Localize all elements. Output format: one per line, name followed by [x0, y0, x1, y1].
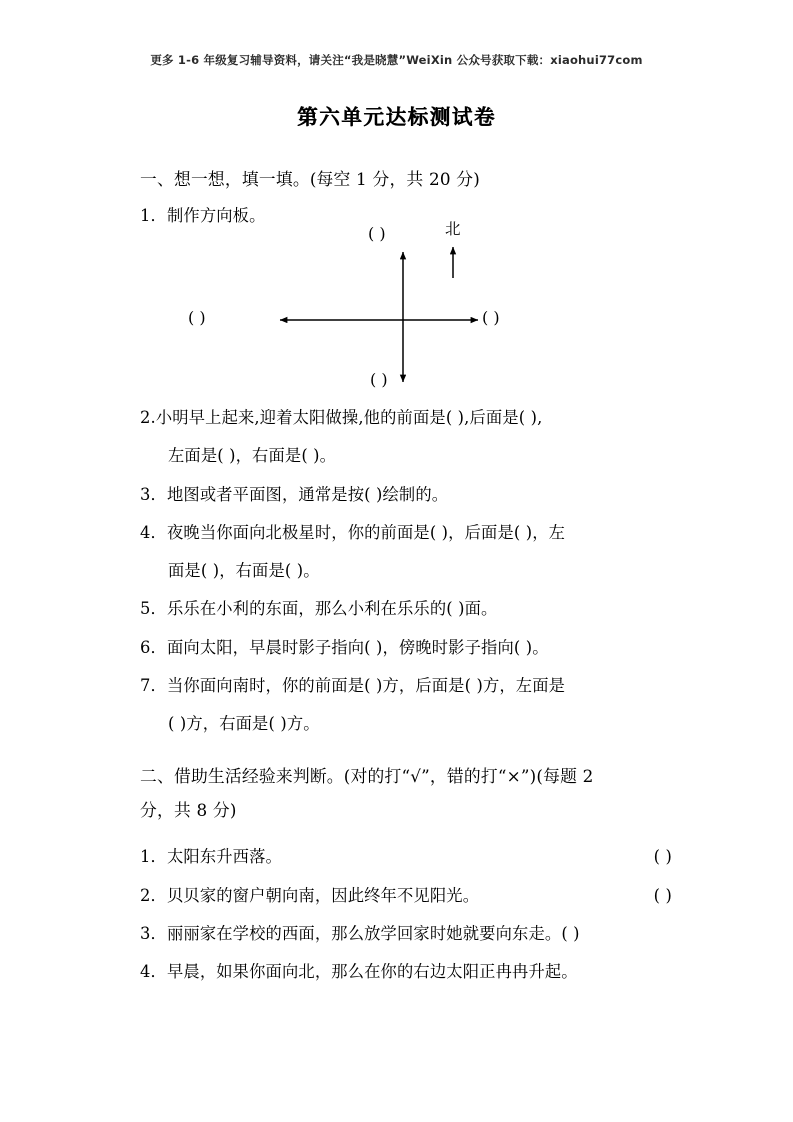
question-text: 制作方向板。 [166, 205, 266, 225]
page-title: 第六单元达标测试卷 [297, 105, 496, 129]
question-1-3 [140, 484, 678, 504]
question-1-1 [140, 205, 678, 225]
answer-blank[interactable]: ( ) [653, 847, 672, 867]
question-2-2 [140, 885, 678, 905]
question-number: 7． [140, 676, 167, 696]
answer-blank[interactable]: ( ) [561, 924, 580, 944]
diagram-blank-right: ( ) [482, 307, 500, 327]
north-label: 北 [445, 219, 461, 238]
question-1-2 [140, 407, 678, 466]
section-heading-2 [140, 759, 678, 828]
question-number: 6． [140, 637, 167, 657]
section-heading-2-line2: 分，共 8 分) [140, 800, 237, 821]
question-2-1 [140, 849, 678, 865]
question-1-6 [140, 637, 678, 657]
diagram-blank-top: ( ) [368, 223, 386, 243]
question-2-3 [140, 926, 678, 942]
question-text: 地图或者平面图，通常是按( )绘制的。 [166, 484, 449, 504]
question-text: 丽丽家在学校的西面，那么放学回家时她就要向东走。 [166, 924, 562, 944]
question-1-7 [140, 678, 678, 733]
question-1-4 [140, 522, 678, 581]
promo-header: 更多 1-6 年级复习辅导资料，请关注“我是晓慧”WeiXin 公众号获取下载：xiaohui77com [150, 53, 643, 67]
question-text: 早晨，如果你面向北，那么在你的右边太阳正冉冉升起。 [166, 962, 578, 982]
question-number: 1． [140, 205, 167, 225]
diagram-blank-left: ( ) [188, 307, 206, 327]
question-number: 1． [140, 847, 167, 867]
question-text: 乐乐在小利的东面，那么小利在乐乐的( )面。 [166, 599, 498, 619]
question-text: 夜晚当你面向北极星时，你的前面是( )，后面是( )，左 [166, 522, 566, 542]
worksheet-content [140, 168, 678, 981]
question-text-cont: ( )方，右面是( )方。 [168, 714, 320, 734]
question-number: 3． [140, 484, 167, 504]
compass-cross-icon [140, 230, 678, 400]
diagram-blank-bottom: ( ) [370, 369, 388, 389]
question-text: 贝贝家的窗户朝向南，因此终年不见阳光。 [166, 885, 480, 905]
question-1-5 [140, 601, 678, 617]
question-number: 4． [140, 962, 167, 982]
section-heading-1: 一、想一想，填一填。(每空 1 分，共 20 分) [140, 169, 480, 189]
question-number: 2． [140, 885, 167, 905]
question-text: 小明早上起来,迎着太阳做操,他的前面是( ),后面是( ), [155, 407, 543, 427]
question-text-cont: 左面是( )，右面是( )。 [168, 446, 337, 466]
question-number: 2. [140, 407, 156, 427]
question-number: 4． [140, 522, 167, 542]
question-2-4 [140, 964, 678, 980]
question-number: 3． [140, 924, 167, 944]
question-text: 当你面向南时，你的前面是( )方，后面是( )方，左面是 [166, 676, 566, 696]
question-text-cont: 面是( )，右面是( )。 [168, 561, 320, 581]
question-text: 面向太阳，早晨时影子指向( )，傍晚时影子指向( )。 [166, 637, 549, 657]
answer-blank[interactable]: ( ) [653, 885, 672, 905]
question-number: 5． [140, 599, 167, 619]
section-heading-2-line1: 二、借助生活经验来判断。(对的打“√”，错的打“×”)(每题 2 [140, 765, 594, 786]
question-text: 太阳东升西落。 [166, 847, 282, 867]
